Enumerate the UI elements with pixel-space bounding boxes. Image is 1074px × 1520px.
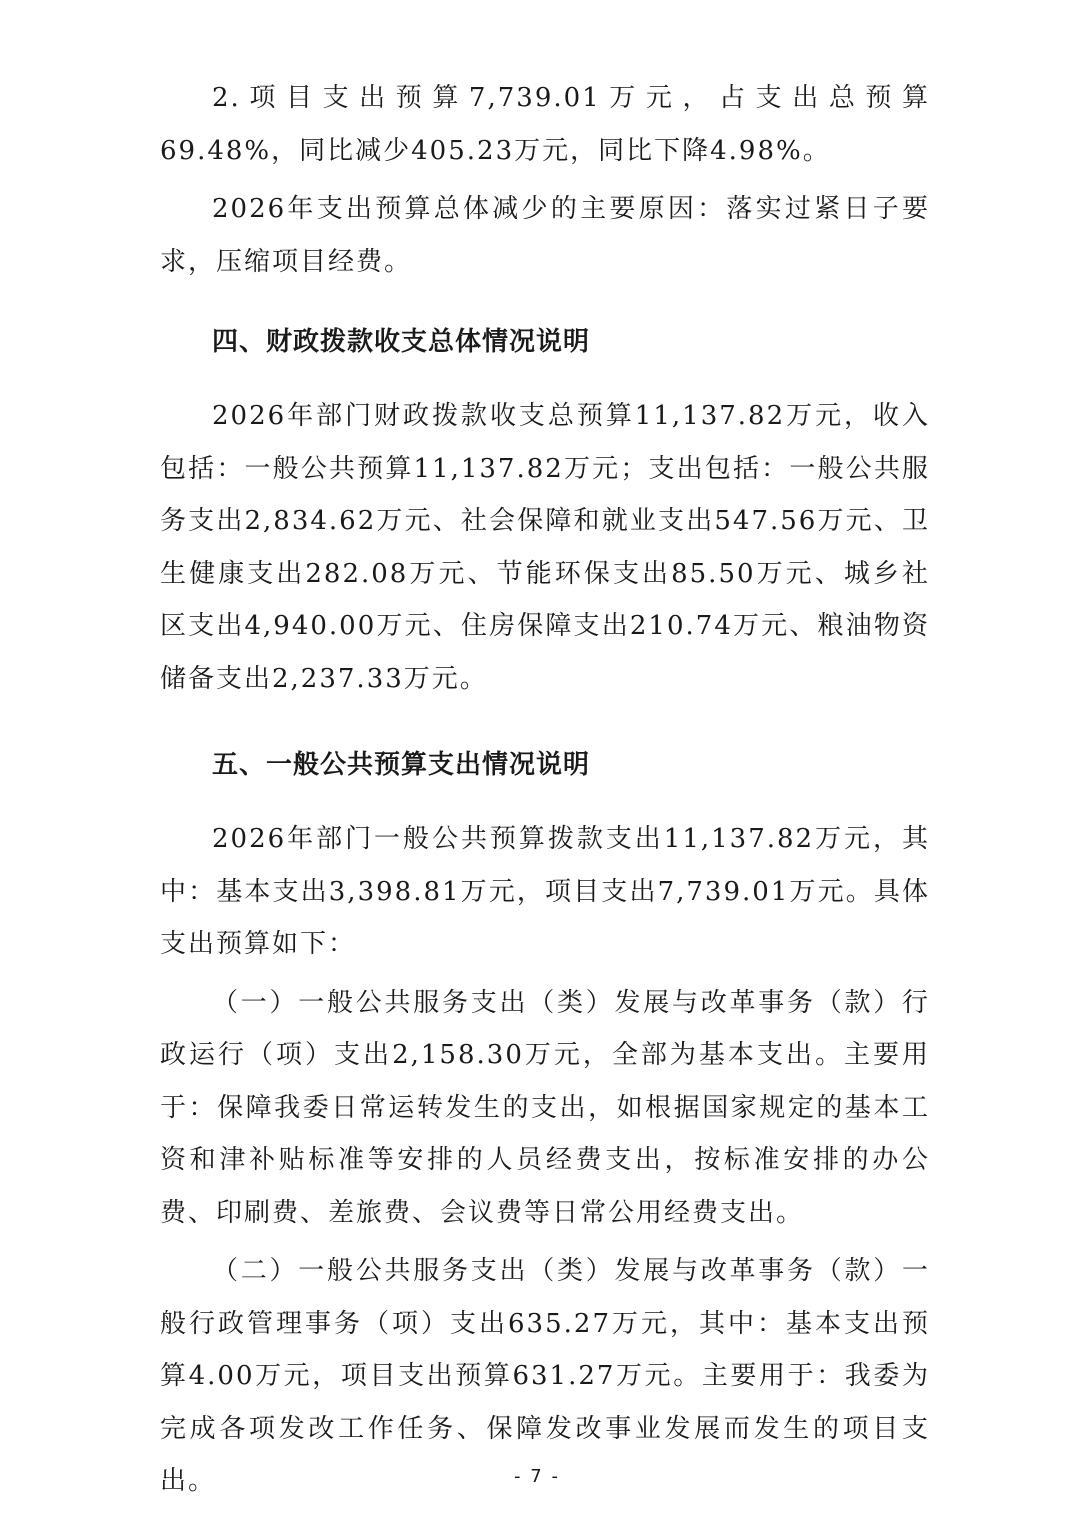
section-5-item-2-paragraph: （二）一般公共服务支出（类）发展与改革事务（款）一般行政管理事务（项）支出635.27万元，其中：基本支出预算4.00万元，项目支出预算631.27万元。主要用于：我委为完成各项发改工作任务、保障发改事业发展而发生的项目支出。 bbox=[160, 1256, 930, 1496]
decrease-reason-paragraph: 2026年支出预算总体减少的主要原因：落实过紧日子要求，压缩项目经费。 bbox=[160, 194, 930, 277]
section-5-item-1-paragraph: （一）一般公共服务支出（类）发展与改革事务（款）行政运行（项）支出2,158.30万元，全部为基本支出。主要用于：保障我委日常运转发生的支出，如根据国家规定的基本工资和津补贴标准等安排的人员经费支出，按标准安排的办公费、印刷费、差旅费、会议费等日常公用经费支出。 bbox=[160, 987, 930, 1228]
section-4-paragraph: 2026年部门财政拨款收支总预算11,137.82万元，收入包括：一般公共预算11,137.82万元；支出包括：一般公共服务支出2,834.62万元、社会保障和就业支出547.56万元、卫生健康支出282.08万元、节能环保支出85.50万元、城乡社区支出4,940.00万元、住房保障支出210.74万元、粮油物资储备支出2,237.33万元。 bbox=[160, 401, 930, 694]
section-5-heading: 五、一般公共预算支出情况说明 bbox=[212, 750, 591, 780]
project-expense-paragraph: 2.项目支出预算7,739.01万元，占支出总预算69.48%，同比减少405.23万元，同比下降4.98%。 bbox=[160, 83, 930, 166]
section-5-intro-paragraph: 2026年部门一般公共预算拨款支出11,137.82万元，其中：基本支出3,398.81万元，项目支出7,739.01万元。具体支出预算如下： bbox=[160, 824, 930, 959]
section-4-heading: 四、财政拨款收支总体情况说明 bbox=[212, 327, 591, 357]
page-number: - 7 - bbox=[514, 1466, 560, 1487]
document-page bbox=[160, 72, 930, 1508]
